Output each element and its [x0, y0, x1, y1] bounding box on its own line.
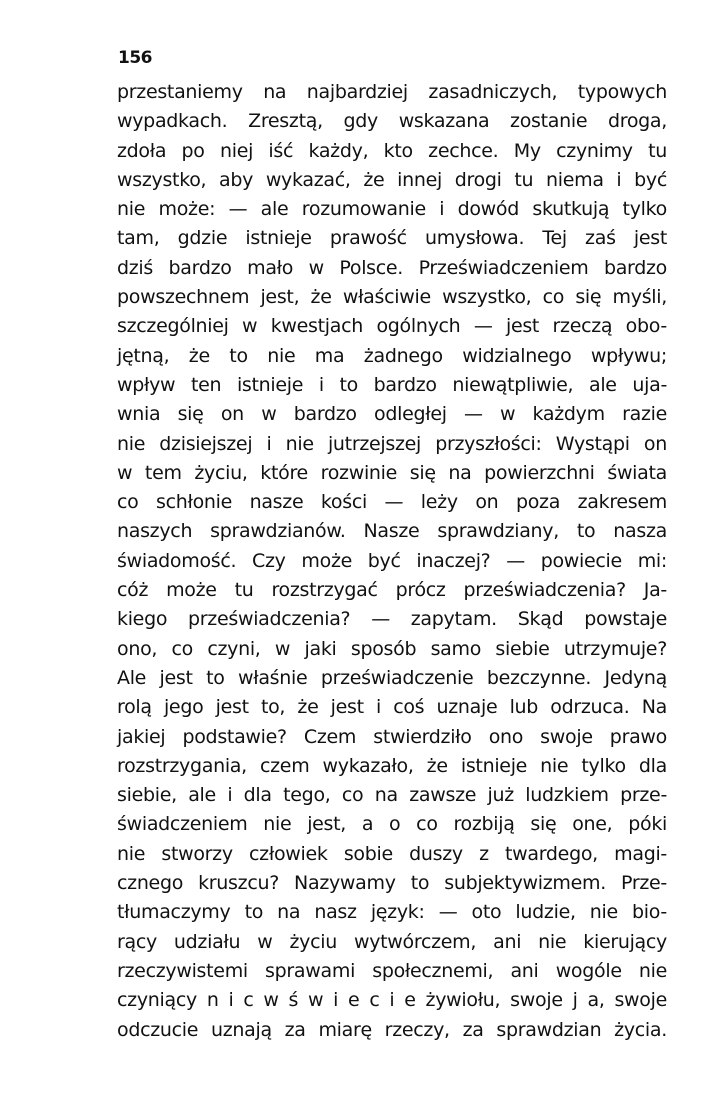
text-line: rzeczywistemi sprawami społecznemi, ani wogóle nie: [117, 959, 667, 982]
text-line: świadczeniem nie jest, a o co rozbiją się one, póki: [117, 813, 667, 836]
text-line: wypadkach. Zresztą, gdy wskazana zostanie droga,: [117, 110, 667, 133]
text-line: odczucie uznają za miarę rzeczy, za sprawdzian życia.: [117, 1018, 667, 1041]
text-line: tłumaczymy to na nasz język: — oto ludzie, nie bio-: [117, 901, 667, 924]
text-line: tam, gdzie istnieje prawość umysłowa. Tej zaś jest: [117, 227, 667, 250]
text-line: czyniący n i c w ś w i e c i e żywiołu, swoje j a, swoje: [117, 989, 667, 1012]
text-line: kiego przeświadczenia? — zapytam. Skąd powstaje: [117, 608, 667, 631]
text-line: cóż może tu rozstrzygać prócz przeświadczenia? Ja-: [117, 579, 667, 602]
text-line: wnia się on w bardzo odległej — w każdym razie: [117, 403, 667, 426]
text-line: rący udziału w życiu wytwórczem, ani nie kierujący: [117, 930, 667, 953]
page-number: 156: [118, 48, 152, 68]
text-line: szczególniej w kwestjach ogólnych — jest rzeczą obo-: [117, 315, 667, 338]
text-line: siebie, ale i dla tego, co na zawsze już ludzkiem prze-: [117, 784, 667, 807]
text-line: nie może: — ale rozumowanie i dowód skutkują tylko: [117, 198, 667, 221]
text-line: wpływ ten istnieje i to bardzo niewątpliwie, ale uja-: [117, 373, 667, 396]
text-line: w tem życiu, które rozwinie się na powierzchni świata: [117, 461, 667, 484]
text-line: przestaniemy na najbardziej zasadniczych, typowych: [117, 81, 667, 103]
text-line: nie stworzy człowiek sobie duszy z twardego, magi-: [117, 842, 667, 865]
text-line: wszystko, aby wykazać, że innej drogi tu niema i być: [117, 168, 667, 191]
text-line: świadomość. Czy może być inaczej? — powiecie mi:: [117, 549, 667, 572]
body-text: [117, 78, 667, 1045]
text-line: rozstrzygania, czem wykazało, że istnieje nie tylko dla: [117, 754, 667, 777]
text-line: powszechnem jest, że właściwie wszystko, co się myśli,: [117, 286, 667, 309]
text-line: dziś bardzo mało w Polsce. Przeświadczeniem bardzo: [117, 256, 667, 279]
text-line: rolą jego jest to, że jest i coś uznaje lub odrzuca. Na: [117, 696, 667, 719]
text-line: jakiej podstawie? Czem stwierdziło ono swoje prawo: [117, 725, 667, 748]
text-line: zdoła po niej iść każdy, kto zechce. My czynimy tu: [117, 139, 667, 162]
text-line: nie dzisiejszej i nie jutrzejszej przyszłości: Wystąpi on: [117, 432, 667, 455]
text-line: cznego kruszcu? Nazywamy to subjektywizmem. Prze-: [117, 872, 667, 895]
text-line: naszych sprawdzianów. Nasze sprawdziany, to nasza: [117, 520, 667, 543]
text-line: Ale jest to właśnie przeświadczenie bezczynne. Jedyną: [117, 666, 667, 689]
text-line: ono, co czyni, w jaki sposób samo siebie utrzymuje?: [117, 637, 667, 660]
text-line: co schłonie nasze kości — leży on poza zakresem: [117, 491, 667, 514]
text-line: jętną, że to nie ma żadnego widzialnego wpływu;: [117, 344, 667, 367]
